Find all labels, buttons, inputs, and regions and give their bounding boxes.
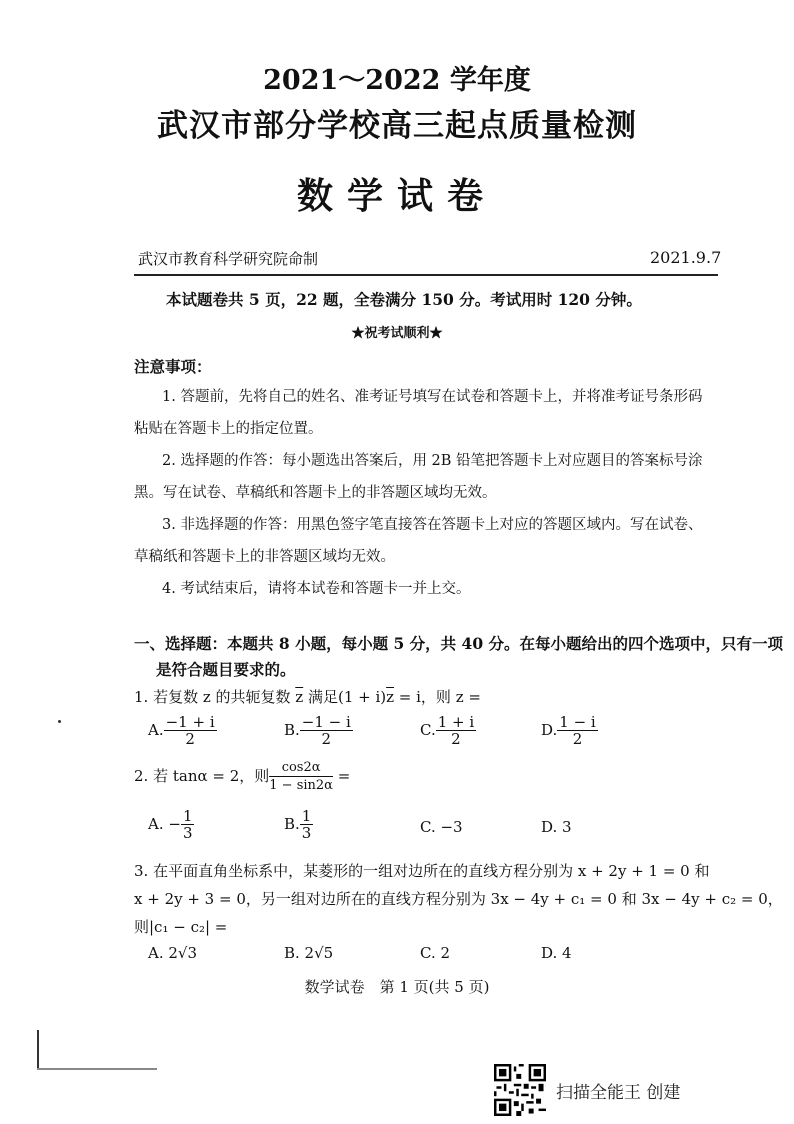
q2-option-b — [284, 808, 313, 842]
q2-option-a — [148, 808, 194, 842]
q1-stem-b: 满足(1 + i) — [303, 688, 387, 706]
q1-option-a-label: A. — [148, 721, 164, 739]
q3-option-b: B. 2√5 — [284, 944, 334, 962]
publisher: 武汉市教育科学研究院命制 — [138, 250, 319, 268]
q1-d-den: 2 — [572, 730, 583, 748]
q1-option-c-fraction — [436, 714, 476, 748]
q3-option-d: D. 4 — [541, 944, 572, 962]
q2-fraction — [269, 760, 333, 794]
q1-option-d-fraction — [557, 714, 597, 748]
q1-c-num: 1 + i — [437, 713, 475, 731]
q1-option-c — [420, 714, 476, 748]
note-3-line-2: 草稿纸和答题卡上的非答题区域均无效。 — [134, 549, 395, 565]
note-1-line-1: 1. 答题前，先将自己的姓名、准考证号填写在试卷和答题卡上，并将准考证号条形码 — [162, 389, 703, 405]
qr-code-icon — [494, 1064, 546, 1116]
scan-edge-mark-bottom — [37, 1068, 157, 1070]
q2-option-b-fraction — [300, 808, 314, 842]
exam-date: 2021.9.7 — [650, 248, 722, 267]
question-3-line-1: 3. 在平面直角坐标系中，某菱形的一组对边所在的直线方程分别为 x + 2y + 1 = 0 和 — [134, 862, 710, 880]
subject-title: 数学试卷 — [296, 175, 497, 217]
q2-option-a-fraction — [181, 808, 195, 842]
note-4: 4. 考试结束后，请将本试卷和答题卡一并上交。 — [162, 581, 471, 597]
header-divider — [134, 274, 718, 276]
q2-stem-a: 2. 若 tanα = 2，则 — [134, 767, 270, 785]
question-3-line-2: x + 2y + 3 = 0，另一组对边所在的直线方程分别为 3x − 4y + c₁ = 0 和 3x − 4y + c₂ = 0， — [134, 890, 783, 908]
q3-option-a: A. 2√3 — [148, 944, 198, 962]
q1-b-num: −1 − i — [301, 713, 351, 731]
q1-option-a — [148, 714, 217, 748]
q1-a-den: 2 — [185, 730, 195, 748]
section-1-heading-line-2: 是符合题目要求的。 — [156, 660, 296, 679]
note-3-line-1: 3. 非选择题的作答：用黑色签字笔直接答在答题卡上对应的答题区域内。写在试卷、 — [162, 517, 703, 533]
q1-option-d — [541, 714, 598, 748]
q1-option-b-label: B. — [284, 721, 300, 739]
q1-option-b-fraction — [300, 714, 353, 748]
scan-dot — [58, 720, 61, 723]
q2-a-den: 3 — [182, 824, 193, 842]
q1-zbar: $\overline{z}$ — [295, 688, 304, 706]
q2-a-num: 1 — [182, 807, 193, 825]
q1-option-b — [284, 714, 353, 748]
page-footer: 数学试卷 第 1 页(共 5 页) — [304, 978, 490, 996]
q1-option-a-fraction — [164, 714, 217, 748]
section-1-heading-line-1: 一、选择题：本题共 8 小题，每小题 5 分，共 40 分。在每小题给出的四个选项中，只有一项 — [134, 634, 784, 653]
q1-option-d-label: D. — [541, 721, 558, 739]
q2-frac-num: cos2α — [269, 760, 333, 777]
exam-name: 武汉市部分学校高三起点质量检测 — [157, 108, 637, 144]
q2-option-b-label: B. — [284, 815, 300, 833]
question-3-line-3: 则|c₁ − c₂| = — [134, 918, 228, 936]
exam-intro: 本试题卷共 5 页，22 题，全卷满分 150 分。考试用时 120 分钟。 — [166, 290, 642, 309]
q1-stem-a: 1. 若复数 z 的共轭复数 — [134, 688, 296, 706]
q2-option-d: D. 3 — [541, 818, 572, 836]
note-2-line-2: 黑。写在试卷、草稿纸和答题卡上的非答题区域均无效。 — [134, 485, 497, 501]
q1-d-num: 1 − i — [559, 713, 596, 731]
q2-frac-den: 1 − sin2α — [269, 778, 333, 793]
note-1-line-2: 粘贴在答题卡上的指定位置。 — [134, 421, 323, 437]
good-luck-line: ★祝考试顺利★ — [351, 326, 443, 341]
q1-a-num: −1 + i — [165, 713, 215, 731]
q2-option-c: C. −3 — [420, 818, 463, 836]
q2-b-den: 3 — [301, 824, 312, 842]
q1-b-den: 2 — [321, 730, 332, 748]
scanner-watermark: 扫描全能王 创建 — [556, 1083, 681, 1103]
notes-title: 注意事项： — [134, 357, 212, 376]
q1-stem-c: = i，则 z = — [394, 688, 481, 706]
q1-option-c-label: C. — [420, 721, 436, 739]
q2-b-num: 1 — [301, 807, 312, 825]
q2-option-a-label: A. − — [148, 815, 181, 833]
note-2-line-1: 2. 选择题的作答：每小题选出答案后，用 2B 铅笔把答题卡上对应题目的答案标号涂 — [162, 453, 703, 469]
q1-c-den: 2 — [451, 730, 461, 748]
question-1-stem — [134, 686, 481, 707]
q2-stem-b: = — [332, 767, 351, 785]
scan-edge-mark — [37, 1030, 39, 1070]
q1-zbar-2: $\overline{z}$ — [386, 688, 395, 706]
exam-year: 2021～2022 学年度 — [263, 65, 531, 96]
q3-option-c: C. 2 — [420, 944, 451, 962]
question-2-stem — [134, 760, 350, 794]
